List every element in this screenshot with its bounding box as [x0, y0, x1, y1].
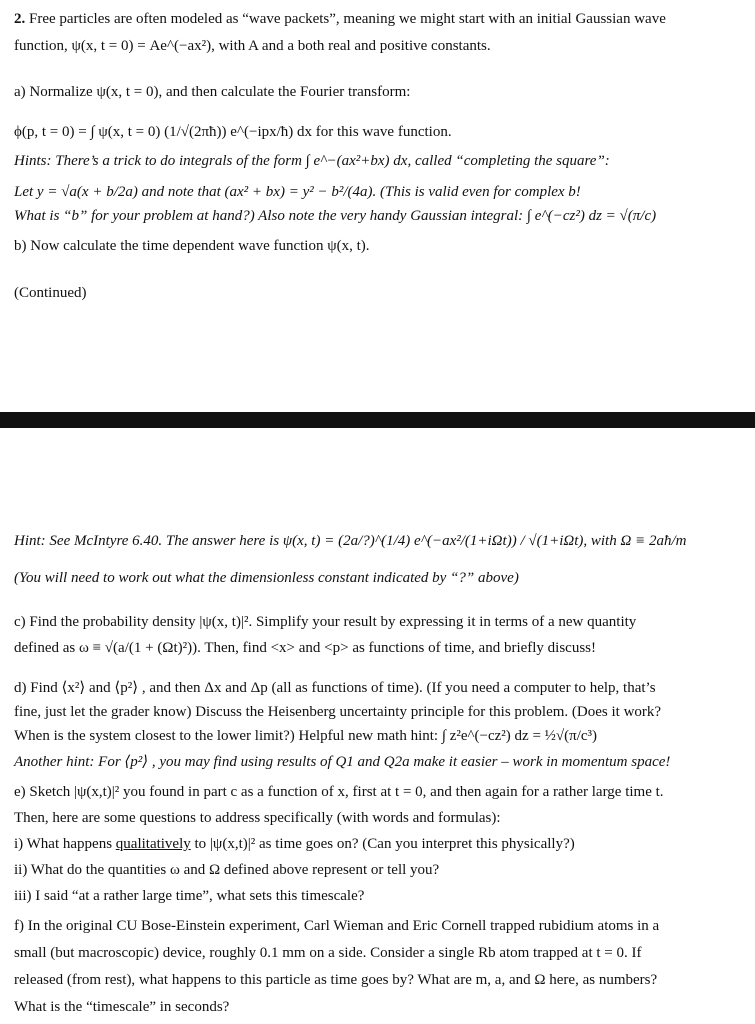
part-d-hint: Another hint: For ⟨p²⟩ , you may find using results of Q1 and Q2a make it easier – work in momentum space!: [14, 754, 671, 770]
part-d-line-3: When is the system closest to the lower limit?) Helpful new math hint: ∫ z²e^(−cz²) dz = ½√(π/c³): [14, 728, 598, 744]
part-b-text: b) Now calculate the time dependent wave function ψ(x, t).: [14, 238, 370, 254]
part-d-line-1: d) Find ⟨x²⟩ and ⟨p²⟩ , and then Δx and Δp (all as functions of time). (If you need a computer to help, that’s: [14, 680, 656, 696]
part-c-line-1: c) Find the probability density |ψ(x, t)|². Simplify your result by expressing it in terms of a new quantity: [14, 614, 637, 630]
fourier-transform-formula: ϕ(p, t = 0) = ∫ ψ(x, t = 0) (1/√(2πħ)) e^(−ipx/ħ) dx for this wave function.: [14, 124, 452, 140]
question-2-line-1: 2. Free particles are often modeled as “wave packets”, meaning we might start with an initial Gaussian wave: [14, 11, 666, 27]
part-e-iii: iii) I said “at a rather large time”, what sets this timescale?: [14, 888, 365, 904]
part-c-line-2: defined as ω ≡ √(a/(1 + (Ωt)²)). Then, find <x> and <p> as functions of time, and briefly discuss!: [14, 640, 597, 656]
hint-substitution: Let y = √a(x + b/2a) and note that (ax² + bx) = y² − b²/(4a). (This is valid even for complex b!: [14, 184, 581, 200]
continued-label: (Continued): [14, 285, 87, 301]
part-e-line-2: Then, here are some questions to address specifically (with words and formulas):: [14, 810, 501, 826]
part-f-line-1: f) In the original CU Bose-Einstein experiment, Carl Wieman and Eric Cornell trapped rubidium atoms in a: [14, 918, 660, 934]
hint-mcintyre: Hint: See McIntyre 6.40. The answer here is ψ(x, t) = (2a/?)^(1/4) e^(−ax²/(1+iΩt)) / √(1+iΩt), with Ω ≡ 2aħ/m: [14, 533, 687, 549]
part-f-line-3: released (from rest), what happens to this particle as time goes by? What are m, a, and Ω here, as numbers?: [14, 972, 658, 988]
part-f-line-4: What is the “timescale” in seconds?: [14, 999, 230, 1015]
hint-gaussian-integral: What is “b” for your problem at hand?) Also note the very handy Gaussian integral: ∫ e^(−cz²) dz = √(π/c): [14, 208, 657, 224]
page-divider: [0, 412, 755, 428]
part-f-line-2: small (but macroscopic) device, roughly 0.1 mm on a side. Consider a single Rb atom trapped at t = 0. If: [14, 945, 642, 961]
question-number: 2.: [14, 11, 26, 27]
part-e-line-1: e) Sketch |ψ(x,t)|² you found in part c as a function of x, first at t = 0, and then again for a rather large time t.: [14, 784, 664, 800]
part-d-line-2: fine, just let the grader know) Discuss the Heisenberg uncertainty principle for this problem. (Does it work?: [14, 704, 662, 720]
part-e-i: i) What happens qualitatively to |ψ(x,t)|² as time goes on? (Can you interpret this physically?): [14, 836, 575, 852]
hint-dimensionless: (You will need to work out what the dimensionless constant indicated by “?” above): [14, 570, 519, 586]
part-a-text: a) Normalize ψ(x, t = 0), and then calculate the Fourier transform:: [14, 84, 411, 100]
part-e-ii: ii) What do the quantities ω and Ω defined above represent or tell you?: [14, 862, 440, 878]
question-2-line-2: function, ψ(x, t = 0) = Ae^(−ax²), with A and a both real and positive constants.: [14, 38, 491, 54]
hint-completing-square: Hints: There’s a trick to do integrals of the form ∫ e^−(ax²+bx) dx, called “completing the square”:: [14, 153, 610, 169]
